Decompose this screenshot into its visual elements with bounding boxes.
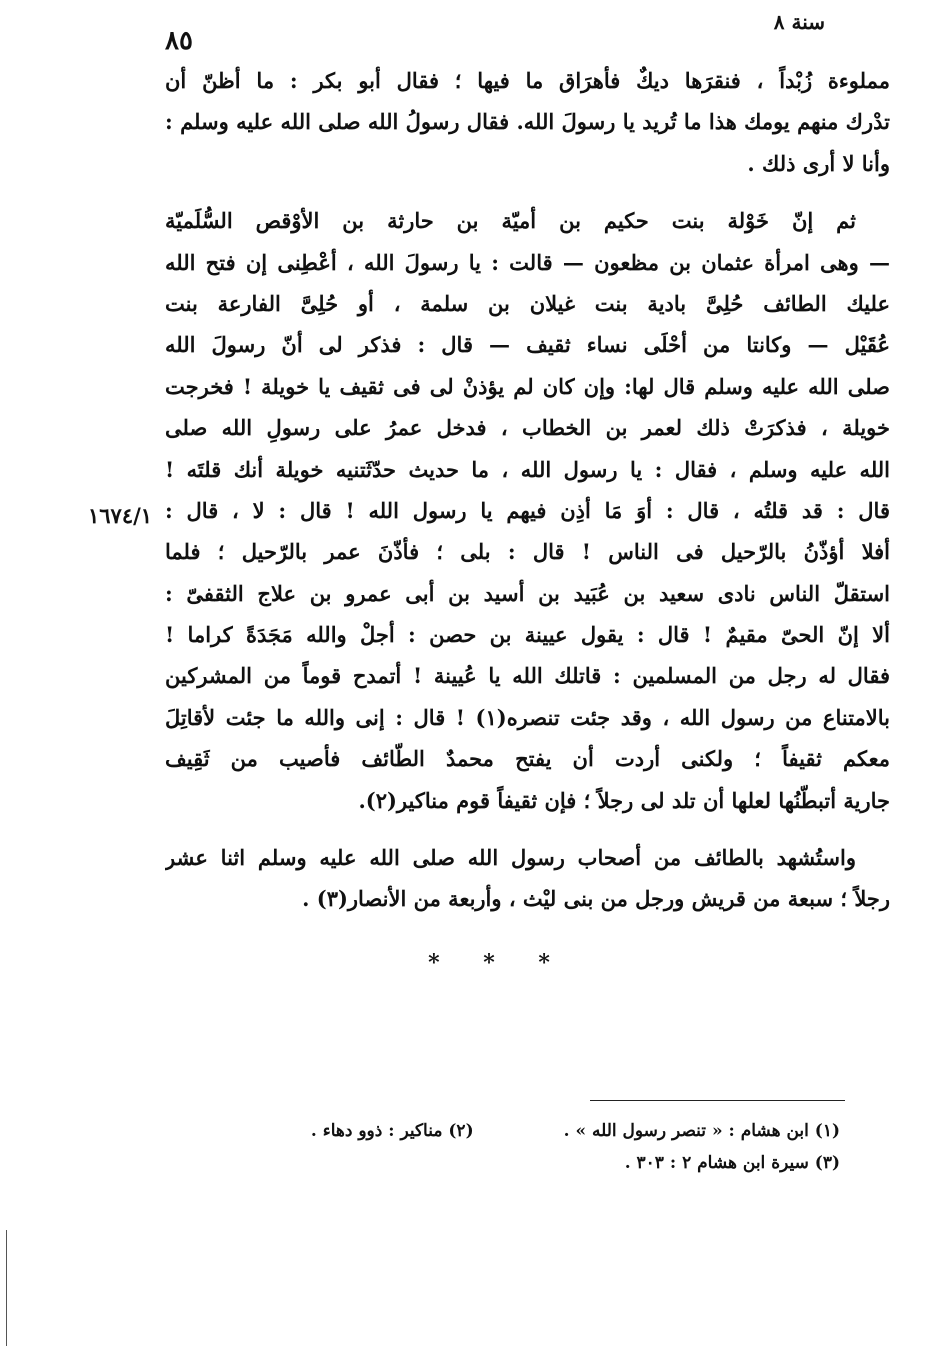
page-number: ٨٥ (165, 26, 193, 56)
footnote-1: (١) ابن هشام : « تنصر رسول الله » . (563, 1121, 840, 1141)
text-line: معكم ثقيفاً ؛ ولكنى أردت أن يفتح محمدٌ الطّائف فأصيب من ثَقِيف (165, 746, 890, 772)
footnote-3: (٣) سيرة ابن هشام ٢ : ٣٠٣ . (624, 1153, 840, 1173)
footnote-rule (590, 1100, 845, 1101)
text-line: صلى الله عليه وسلم قال لها: وإن كان لم يؤذنْ لى فى ثقيف يا خويلة ! فخرجت (165, 373, 890, 399)
paragraph-1 (165, 60, 890, 184)
margin-reference: ١٦٧٤/١ (88, 503, 153, 528)
text-line: عليك الطائف حُلِىَّ بادية بنت غيلان بن سلمة ، أو حُلِىَّ الفارعة بنت (165, 290, 890, 316)
footnotes (200, 1115, 840, 1179)
text-line: قال : قد قلتُه ، قال : أوَ مَا أذِن فيهم يا رسول الله ! قال : لا ، قال : (165, 497, 890, 523)
text-line: رجلاً ؛ سبعة من قريش ورجل من بنى ليْث ، وأربعة من الأنصار(٣) . (302, 886, 890, 912)
text-line: الله عليه وسلم ، فقال : يا رسول الله ، ما حديث حدّثَتنيه خويلة أنك قلتَه ! (165, 456, 890, 482)
text-line: عُقَيْل — وكانتا من أحْلَى نساء ثقيف — قال : فذكر لى أنّ رسولَ الله (165, 332, 890, 358)
main-text (165, 60, 890, 920)
footnote-row (200, 1115, 840, 1147)
text-line: استقلّ الناس نادى سعيد بن عُبَيد بن أسيد بن أبى عمرو بن علاج الثقفىّ : (165, 580, 890, 606)
scan-edge-mark (6, 1230, 7, 1346)
footnote-row (200, 1147, 840, 1179)
section-separator: * * * (428, 950, 568, 976)
text-line: واستُشهد بالطائف من أصحاب رسول الله صلى الله عليه وسلم اثنا عشر (165, 845, 856, 871)
text-line: — وهى امرأة عثمان بن مظعون — قالت : يا رسولَ الله ، أعْطِنى إن فتح الله (165, 249, 890, 275)
text-line: فقال له رجل من المسلمين : قاتلك الله يا عُيينة ! أتمدح قوماً من المشركين (165, 663, 890, 689)
text-line: أفلا أؤذّنُ بالرّحيل فى الناس ! قال : بلى ؛ فأذّنَ عمر بالرّحيل ؛ فلما (165, 539, 890, 565)
text-line: تدْرك منهم يومك هذا ما تُريد يا رسولَ الله. فقال رسولُ الله صلى الله عليه وسلم : (165, 109, 890, 135)
text-line: خويلة ، فذكرَتْ ذلك لعمر بن الخطاب ، فدخل عمرُ على رسولِ الله صلى (165, 415, 890, 441)
text-line: وأنا لا أرى ذلك . (747, 150, 890, 176)
running-head: سنة ٨ (773, 10, 825, 34)
text-line: جارية أتبطّنُها لعلها أن تلد لى رجلاً ؛ فإن ثقيفاً قوم مناكير(٢). (358, 787, 890, 813)
text-line: بالامتناع من رسول الله ، وقد جئت تنصره(١) ! قال : إنى والله ما جئت لأقاتِلَ (165, 704, 890, 730)
text-line: ثم إنّ خَوْلة بنت حكيم بن أميّة بن حارثة بن الأوْقص السُّلَميّة (165, 208, 856, 234)
paragraph-3 (165, 837, 890, 920)
paragraph-2 (165, 200, 890, 821)
text-line: ألا إنّ الحىّ مقيمٌ ! قال : يقول عيينة بن حصن : أجلْ والله مَجَدَةً كراما ! (165, 622, 890, 648)
footnote-2: (٢) مناكير : ذوو دهاء . (310, 1121, 474, 1141)
text-line: مملوءة زُبْداً ، فنقرَها ديكٌ فأهرَاق ما فيها ؛ فقال أبو بكر : ما أظنّ أن (165, 68, 890, 93)
